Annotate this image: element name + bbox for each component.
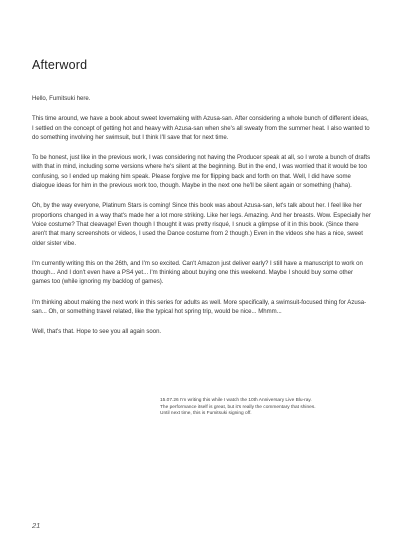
- note-line: The performance itself is great, but it's really the commentary that shines.: [160, 404, 316, 410]
- paragraph-closing: Well, that's that. Hope to see you all again soon.: [32, 329, 162, 336]
- paragraph-greeting: Hello, Fumitsuki here.: [32, 96, 91, 102]
- note-line: Until next time, this is Fumitsuki signing off.: [160, 411, 252, 417]
- paragraph-producer: To be honest, just like in the previous work, I was considering not having the Producer speak at all, so I wrote a bunch of drafts with that in mind, including some versions where he's silent at the beginning. But in the end, I was worried that it would be too confusing, so I ended up making him speak. Please forgive me for flipping back and forth on that. Well, I did have some dialogue ideas for him in the previous work too, though. Maybe in the next one he'll be silent again or something (haha).: [32, 155, 371, 190]
- paragraph-writing-date: I'm currently writing this on the 26th, and I'm so excited. Can't Amazon just deliver early? I still have a manuscript to work on though... And I don't even have a PS4 yet... I'm thinking about buying one this weekend. Maybe I should buy some other games too (while ignoring my backlog of games).: [32, 260, 363, 286]
- page-number: 21: [32, 521, 41, 530]
- page-title: Afterword: [32, 58, 88, 72]
- afterword-body: [32, 95, 372, 349]
- paragraph-next-work: I'm thinking about making the next work in this series for adults as well. More specifically, a swimsuit-focused thing for Azusa-san... Oh, or something travel related, like the typical hot spring trip, would be nice... Mhmm...: [32, 299, 367, 316]
- note-line: 15.07.26 I'm writing this while I watch the 10th Anniversary Live Blu-ray.: [160, 398, 312, 403]
- paragraph-book-concept: This time around, we have a book about sweet lovemaking with Azusa-san. After considering a whole bunch of different ideas, I settled on the concept of getting hot and heavy with Azusa-san when she's all sweaty from the summer heat. I also wanted to do something involving her swimsuit, but I think I'll save that for next time.: [32, 116, 370, 141]
- signoff-note: [160, 398, 380, 418]
- paragraph-platinum-stars: Oh, by the way everyone, Platinum Stars is coming! Since this book was about Azusa-san, let's talk about her. I feel like her proportions changed in a way that's made her a lot more striking. Like her legs. Amazing. And her breasts. Wow. Especially her Voice costume? That cleavage! Even though I thought it was pretty risqué, I snuck a glimpse of it in this book. (Since there aren't that many screenshots or videos, I used the Dance costume from 2 though.) Even in the videos she has a nice, sweet older sister vibe.: [32, 203, 371, 247]
